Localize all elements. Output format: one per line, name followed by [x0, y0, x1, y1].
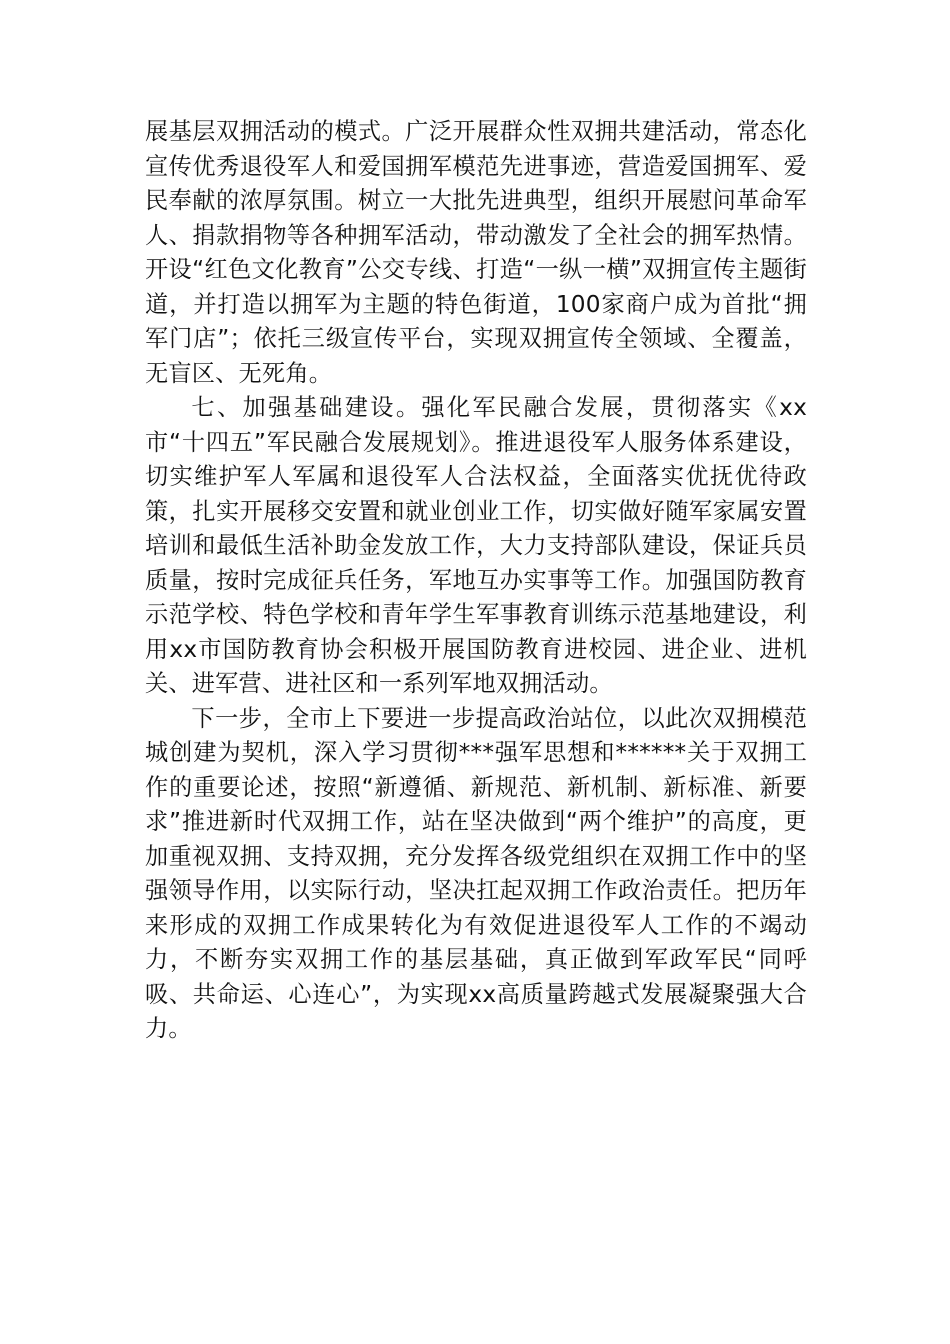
paragraph-continuation: 展基层双拥活动的模式。广泛开展群众性双拥共建活动，常态化宣传优秀退役军人和爱国拥军模范先进事迹，营造爱国拥军、爱民奉献的浓厚氛围。树立一大批先进典型，组织开展慰问革命军人、捐款捐物等各种拥军活动，带动激发了全社会的拥军热情。开设“红色文化教育”公交专线、打造“一纵一横”双拥宣传主题街道，并打造以拥军为主题的特色街道，100家商户成为首批“拥军门店”；依托三级宣传平台，实现双拥宣传全领域、全覆盖，无盲区、无死角。: [145, 118, 807, 387]
paragraph-section-seven: 七、加强基础建设。强化军民融合发展，贯彻落实《xx市“十四五”军民融合发展规划》。推进退役军人服务体系建设，切实维护军人军属和退役军人合法权益，全面落实优抚优待政策，扎实开展移交安置和就业创业工作，切实做好随军家属安置培训和最低生活补助金发放工作，大力支持部队建设，保证兵员质量，按时完成征兵任务，军地互办实事等工作。加强国防教育示范学校、特色学校和青年学生军事教育训练示范基地建设，利用xx市国防教育协会积极开展国防教育进校园、进企业、进机关、进军营、进社区和一系列军地双拥活动。: [145, 394, 807, 697]
document-page: [145, 115, 807, 1047]
paragraph-next-step: 下一步，全市上下要进一步提高政治站位，以此次双拥模范城创建为契机，深入学习贯彻***强军思想和******关于双拥工作的重要论述，按照“新遵循、新规范、新机制、新标准、新要求”推进新时代双拥工作，站在坚决做到“两个维护”的高度，更加重视双拥、支持双拥，充分发挥各级党组织在双拥工作中的坚强领导作用，以实际行动，坚决扛起双拥工作政治责任。把历年来形成的双拥工作成果转化为有效促进退役军人工作的不竭动力，不断夯实双拥工作的基层基础，真正做到军政军民“同呼吸、共命运、心连心”，为实现xx高质量跨越式发展凝聚强大合力。: [145, 704, 807, 1042]
